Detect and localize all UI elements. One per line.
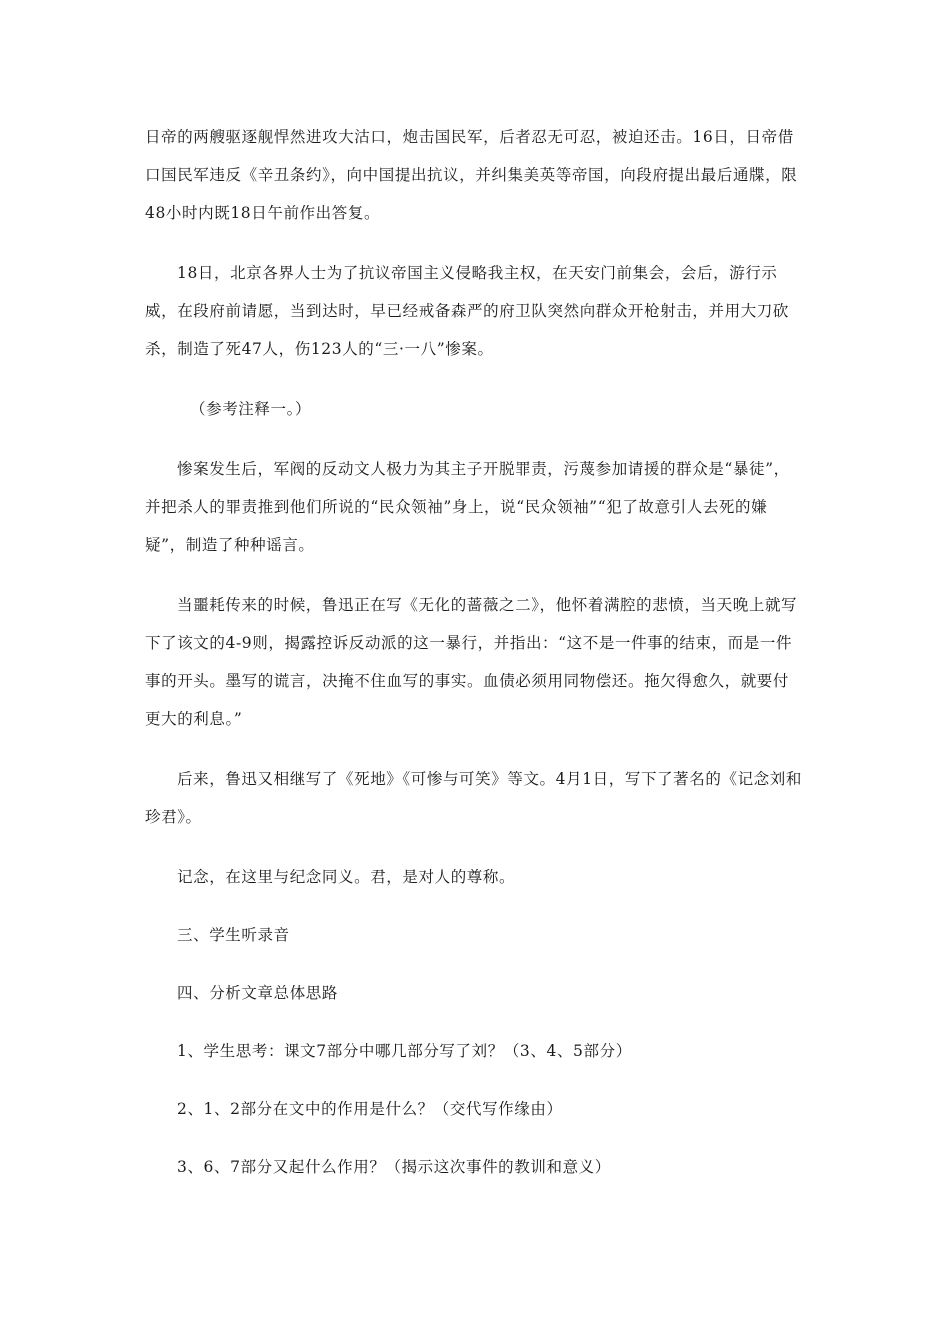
question-item-3: 3、6、7部分又起什么作用？（揭示这次事件的教训和意义） xyxy=(177,1158,611,1176)
document-body xyxy=(145,118,805,1206)
paragraph-later-writings: 后来，鲁迅又相继写了《死地》《可惨与可笑》等文。4月1日，写下了著名的《记念刘和珍君》。 xyxy=(145,770,802,826)
paragraph-lu-xun-response: 当噩耗传来的时候，鲁迅正在写《无化的蔷薇之二》，他怀着满腔的悲愤，当天晚上就写下了该文的4-9则，揭露控诉反动派的这一暴行，并指出：“这不是一件事的结束，而是一件事的开头。墨写的谎言，决掩不住血写的事实。血债必须用同物偿还。拖欠得愈久，就要付更大的利息。” xyxy=(145,596,798,728)
question-item-2: 2、1、2部分在文中的作用是什么？（交代写作缘由） xyxy=(177,1100,563,1118)
paragraph-note-reference: （参考注释一。） xyxy=(190,400,312,418)
paragraph-aftermath: 惨案发生后，军阀的反动文人极力为其主子开脱罪责，污蔑参加请援的群众是“暴徒”，并把杀人的罪责推到他们所说的“民众领袖”身上，说“民众领袖”“犯了故意引人去死的嫌疑”，制造了种种谣言。 xyxy=(145,460,790,554)
section-heading-listen: 三、学生听录音 xyxy=(177,926,290,944)
paragraph-title-meaning: 记念，在这里与纪念同义。君，是对人的尊称。 xyxy=(177,868,516,886)
paragraph-march-18: 18日，北京各界人士为了抗议帝国主义侵略我主权，在天安门前集会，会后，游行示威，在段府前请愿，当到达时，早已经戒备森严的府卫队突然向群众开枪射击，并用大刀砍杀，制造了死47人，伤123人的“三·一八”惨案。 xyxy=(145,264,790,358)
paragraph-continuation: 日帝的两艘驱逐舰悍然进攻大沽口，炮击国民军，后者忍无可忍，被迫还击。16日，日帝借口国民军违反《辛丑条约》，向中国提出抗议，并纠集美英等帝国，向段府提出最后通牒，限48小时内既18日午前作出答复。 xyxy=(145,128,798,222)
section-heading-analysis: 四、分析文章总体思路 xyxy=(177,984,339,1002)
question-item-1: 1、学生思考：课文7部分中哪几部分写了刘？（3、4、5部分） xyxy=(177,1042,632,1060)
